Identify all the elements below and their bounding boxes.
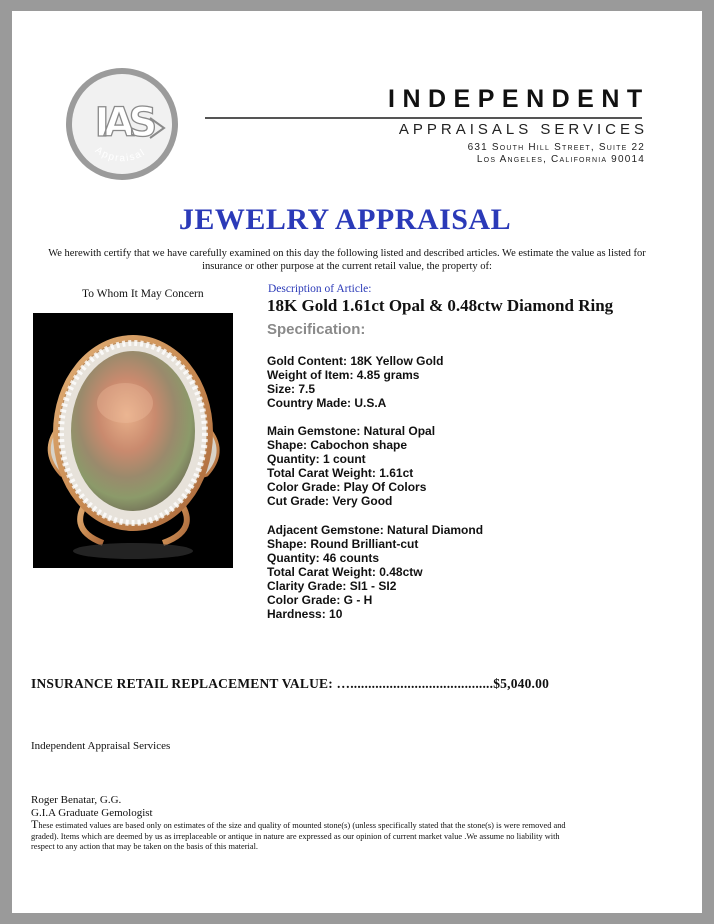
logo-arrow-icon — [150, 118, 164, 138]
signer-name: Roger Benatar, G.G. — [31, 794, 122, 806]
logo-monogram: IAS — [94, 100, 152, 146]
ring-image — [33, 313, 233, 568]
spec-line: Main Gemstone: Natural Opal — [267, 424, 436, 438]
description-label: Description of Article: — [268, 283, 372, 295]
spec-line: Country Made: U.S.A — [267, 396, 387, 410]
spec-line: Weight of Item: 4.85 grams — [267, 368, 420, 382]
address-line-2: Los Angeles, California 90014 — [476, 154, 645, 165]
specification-heading: Specification: — [267, 321, 366, 338]
article-title: 18K Gold 1.61ct Opal & 0.48ctw Diamond Ring — [267, 296, 614, 315]
spec-line: Total Carat Weight: 0.48ctw — [267, 565, 423, 579]
document-title: JEWELRY APPRAISAL — [178, 203, 512, 236]
spec-line: Hardness: 10 — [267, 607, 343, 621]
company-name: INDEPENDENT — [388, 85, 650, 113]
valuation-amount: $5,040.00 — [493, 676, 550, 691]
spec-line: Shape: Round Brilliant-cut — [267, 537, 419, 551]
spec-line: Gold Content: 18K Yellow Gold — [267, 354, 444, 368]
company-subtitle: APPRAISALS SERVICES — [398, 121, 648, 138]
spec-main-gemstone — [267, 424, 435, 508]
valuation-line — [31, 676, 549, 692]
disclaimer-initial: T — [31, 817, 39, 831]
spec-line: Shape: Cabochon shape — [267, 438, 408, 452]
spec-line: Cut Grade: Very Good — [267, 494, 393, 508]
spec-line: Clarity Grade: SI1 - SI2 — [267, 579, 397, 593]
recipient: To Whom It May Concern — [82, 288, 204, 300]
spec-line: Adjacent Gemstone: Natural Diamond — [267, 523, 484, 537]
spec-line: Quantity: 46 counts — [267, 551, 380, 565]
address-line-1: 631 South Hill Street, Suite 22 — [467, 142, 645, 153]
intro-text: We herewith certify that we have carefully examined on this day the following listed and described articles. We estimate the value as listed for insurance or other purpose at the current retail value, the property of: — [48, 248, 646, 272]
logo-arc-text — [66, 68, 178, 180]
spec-metal — [267, 354, 443, 410]
spec-line: Color Grade: Play Of Colors — [267, 480, 427, 494]
spec-line: Size: 7.5 — [267, 382, 316, 396]
spec-line: Color Grade: G - H — [267, 593, 373, 607]
ring-photo — [33, 313, 233, 568]
disclaimer-text: hese estimated values are based only on estimates of the size and quality of mounted stone(s) (unless specifically stated that the stone(s) is were removed and graded). Items which are deemed by us as irreplaceable or antique in nature are expressed as our opinion of current market value .We assume no liability with respect to any action that may be taken on the basis of this material. — [31, 821, 566, 851]
spec-adjacent-gemstone — [267, 523, 483, 621]
valuation-label: INSURANCE RETAIL REPLACEMENT VALUE: …........................................ — [31, 676, 494, 691]
header-rule — [205, 117, 642, 119]
footer-company: Independent Appraisal Services — [31, 740, 171, 752]
spec-line: Total Carat Weight: 1.61ct — [267, 466, 414, 480]
signer-title: G.I.A Graduate Gemologist — [31, 807, 153, 819]
company-address — [380, 142, 645, 166]
disclaimer — [31, 819, 571, 853]
svg-text:Appraisal: Appraisal — [92, 144, 148, 165]
spec-line: Quantity: 1 count — [267, 452, 366, 466]
